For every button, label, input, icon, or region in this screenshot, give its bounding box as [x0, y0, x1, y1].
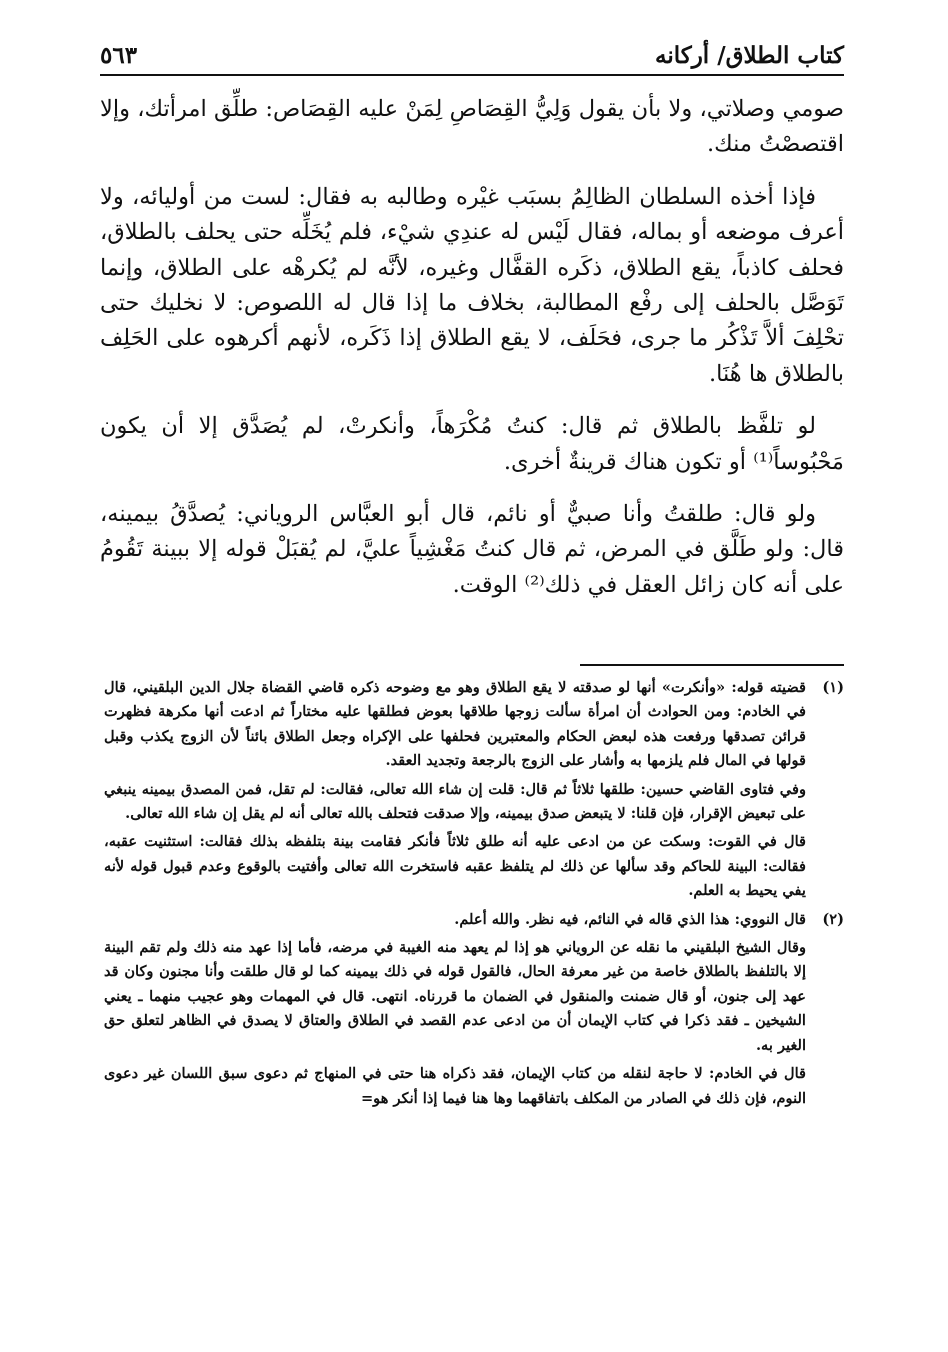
- footnote-number: (٢): [822, 910, 844, 928]
- body-paragraph-1: صومي وصلاتي، ولا بأن يقول وَلِيُّ القِصَاصِ لِمَنْ عليه القِصَاص: طلِّق امرأتك، وإلا اقتصصْتُ منك.: [100, 96, 844, 158]
- footnote-paragraph: قضيته قوله: «وأنكرت» أنها لو صدقته لا يقع الطلاق وهو مع وضوحه ذكره قاضي القضاة جلال الدين البلقيني، قال في الخادم: ومن الحوادث أن امرأة سألت زوجها طلاقها بعوض فطلقها عليه مختاراً ثم ادعت أنها مكرهة فظهرت قرائن تصدقها ورفعت هذه لبعض الحكام والمعتبرين فحلفها على الإكراه وجعل الطلاق بائناً لأن الزوج يكذب وقبل قولها في المال فلم يلزمها به وأشار على الزوج بالرجعة وتجديد العقد.: [104, 679, 806, 770]
- page-header: [100, 38, 844, 76]
- page-number: ٥٦٣: [100, 42, 138, 69]
- running-title: كتاب الطلاق/ أركانه: [655, 42, 844, 69]
- footnote-separator: [580, 664, 844, 666]
- footnote-paragraph: قال في الخادم: لا حاجة لنقله من كتاب الإيمان، فقد ذكراه هنا حتى في المنهاج ثم دعوى سبق اللسان غير دعوى النوم، فإن ذلك في الصادر من المكلف باتفاقهما وها هنا فيما إذا أنكر هو=: [104, 1065, 806, 1107]
- footnote-1: [104, 676, 844, 904]
- footnote-paragraph: وقال الشيخ البلقيني ما نقله عن الروياني هو إذا لم يعهد منه الغيبة في مرضه، فأما إذا عهد منه ذلك ولم تقم البينة إلا بالتلفظ بالطلاق خاصة من غير معرفة الحال، فالقول قوله في ذلك بيمينه كما لو قال طلقت وأنا مجنون وكان قد عهد إلى جنون، أو قال ضمنت والمنقول في الضمان ما قررناه. انتهى. قال في المهمات وهو عجيب منهما ـ يعني الشيخين ـ فقد ذكرا في كتاب الإيمان أن من ادعى عدم القصد في الطلاق والعتاق لا يصدق في الظاهر لتعلق حق الغير به.: [104, 939, 806, 1054]
- body-paragraph-4: ولو قال: طلقتُ وأنا صبيٌّ أو نائم، قال أبو العبَّاس الروياني: يُصدَّقُ بيمينه، قال: ولو طَلَّق في المرض، ثم قال كنتُ مَغْشِياً عليَّ، لم يُقبَلْ قوله إلا ببينة تَقُومُ على أنه كان زائل العقل في ذلك⁽²⁾ الوقت.: [100, 501, 844, 598]
- footnote-paragraph: قال النووي: هذا الذي قاله في النائم، فيه نظر. والله أعلم.: [454, 910, 806, 928]
- footnote-2: [104, 908, 844, 1111]
- body-paragraph-3: لو تلفَّظ بالطلاق ثم قال: كنتُ مُكْرَهاً، وأنكرتْ، لم يُصَدَّق إلا أن يكون مَحْبُوساً⁽¹⁾ أو تكون هناك قرينةٌ أخرى.: [100, 413, 844, 475]
- body-paragraph-2: فإذا أخذه السلطان الظالِمُ بسبَب غيْره وطالبه به فقال: لست من أوليائه، ولا أعرف موضعه أو بماله، فقال لَيْس له عندِي شيْء، فلم يُخَلِّه حتى يحلف بالطلاق، فحلف كاذباً، يقع الطلاق، ذكَره القفَّال وغيره، لأنَّه لم يُكرهْه على الطلاق، وإنما تَوَصَّل بالحلف إلى رفْع المطالبة، بخلاف ما إذا قال له اللصوص: لا نخليك حتى تحْلِفَ ألاَّ تَذْكُر ما جرى، فحَلَف، لا يقع الطلاق إذا ذَكَره، لأنهم أكرهوه على الحَلِف بالطلاق ها هُنَا.: [100, 183, 844, 387]
- footnote-paragraph: وفي فتاوى القاضي حسين: طلقها ثلاثاً ثم قال: قلت إن شاء الله تعالى، فقالت: لم تقل، فمن المصدق بيمينه ينبغي على تبعيض الإقرار، فإن قلنا: لا يتبعض صدق بيمينه، وإلا صدقت فتحلف بالله تعالى أنه لم يقل إن شاء الله تعالى.: [104, 780, 806, 823]
- main-text: [100, 92, 844, 620]
- footnote-paragraph: قال في القوت: وسكت عن من ادعى عليه أنه طلق ثلاثاً فأنكر فقامت بينة بتلفظه بذلك فقالت: استثنيت عقبه، فقالت: البينة للحاكم وقد سألها عن ذلك لم يتلفظ عقبه فاستخرت الله تعالى وأفتيت بالوقوع وعدم قبول قوله لأنه يفي يحيط به العلم.: [104, 833, 806, 900]
- footnote-number: (١): [822, 679, 844, 696]
- footnotes: [104, 676, 844, 1115]
